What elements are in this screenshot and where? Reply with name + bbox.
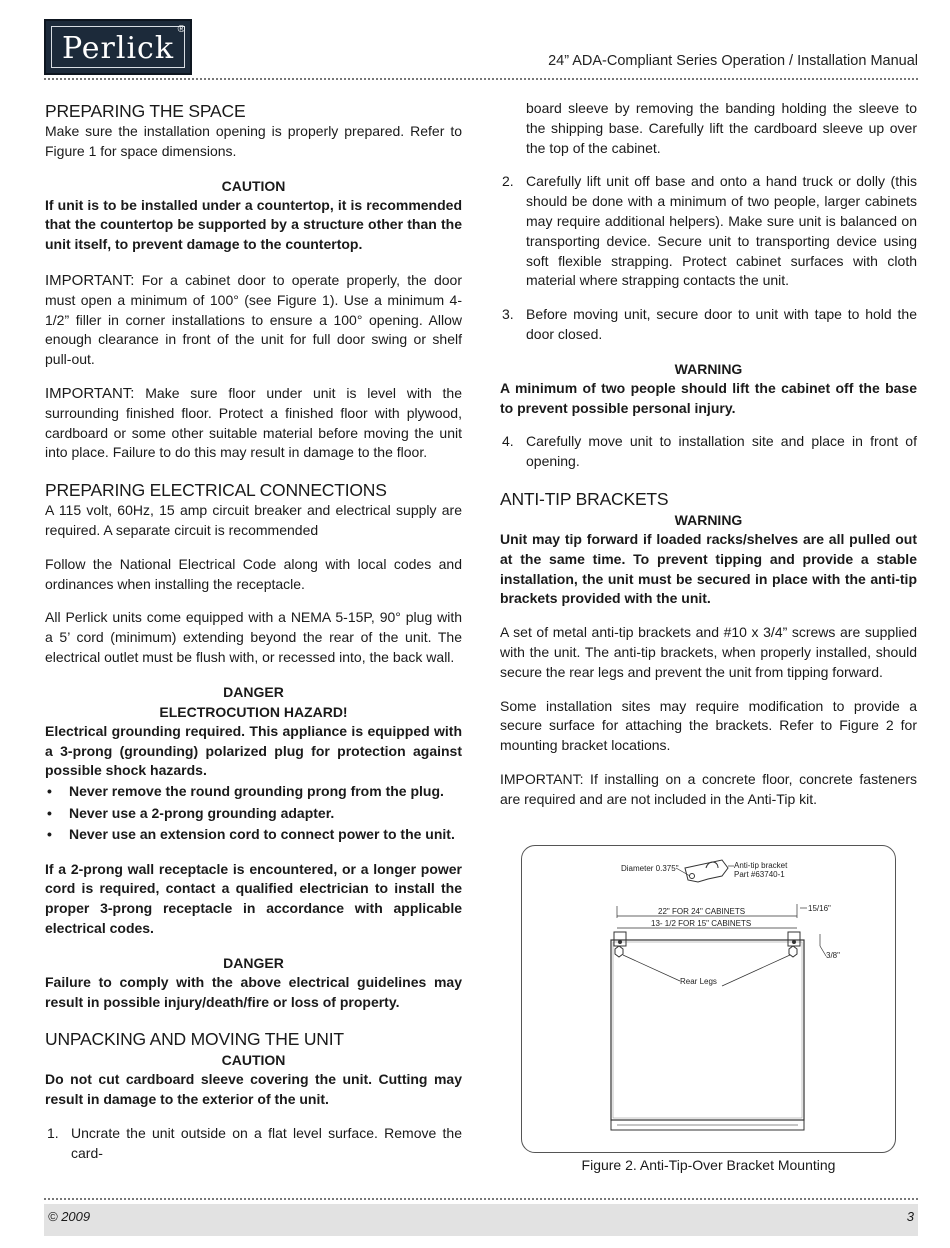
list-item: • Never remove the round grounding prong from the plug.	[45, 781, 462, 803]
figure-caption: Figure 2. Anti-Tip-Over Bracket Mounting	[581, 1157, 836, 1173]
right-screw	[792, 940, 796, 944]
cabinet-outline	[611, 940, 804, 1120]
important-label: IMPORTANT:	[45, 271, 135, 289]
sleeve-caution-text: Do not cut cardboard sleeve covering the unit. Cutting may result in damage to the exterior of the unit.	[45, 1071, 462, 1108]
rear-legs-label: Rear Legs	[680, 977, 717, 986]
dim-22-label: 22" FOR 24" CABINETS	[658, 907, 746, 916]
caution-text: If unit is to be installed under a countertop, it is recommended that the countertop be supported by a structure other than the unit itself, to prevent damage to the countertop.	[45, 196, 462, 253]
step-1-text: Uncrate the unit outside on a flat level surface. Remove the card-	[71, 1125, 462, 1161]
bracket-label-1: Anti-tip bracket	[734, 861, 788, 870]
step-2-text: Carefully lift unit off base and onto a hand truck or dolly (this should be done with a minimum of two people, larger cabinets may require additional helpers). Make sure unit is balanced on transporting device. Secure unit to transporting device using soft flexible strapping. Protect cabinet surfaces with cloth material where strapping contacts the unit.	[526, 173, 917, 289]
site-modification-text: Some installation sites may require modification to provide a secure surface for attaching the brackets. Refer to Figure 2 for mounting bracket locations.	[500, 697, 917, 754]
left-column	[45, 100, 462, 1164]
danger-label-2: DANGER	[223, 954, 284, 971]
step-number: 3.	[502, 306, 514, 323]
step-2	[500, 172, 917, 291]
rear-legs-leader-right	[722, 955, 790, 986]
heading-anti-tip: ANTI-TIP BRACKETS	[500, 488, 669, 509]
bracket-hole	[690, 874, 695, 879]
rear-legs-leader-left	[623, 955, 680, 981]
grounding-danger-text: Electrical grounding required. This appliance is equipped with a 3-prong (grounding) polarized plug for protection against possible shock hazards.	[45, 722, 462, 779]
lift-warning-text: A minimum of two people should lift the cabinet off the base to prevent possible personal injury.	[500, 379, 917, 416]
heading-preparing-space: PREPARING THE SPACE	[45, 101, 246, 121]
step-4	[500, 432, 917, 472]
list-item: • Never use an extension cord to connect power to the unit.	[45, 824, 462, 846]
bracket-diagram	[522, 846, 897, 1154]
electrocution-hazard-label: ELECTROCUTION HAZARD!	[159, 703, 348, 720]
important-door-text: For a cabinet door to operate properly, the door must open a minimum of 100° (see Figure 1). Use a minimum 4-1/2” filler in corner installations to ensure a 100° opening. Allow enough clearance in front of the unit for full door swing or shelf pull-out.	[45, 271, 462, 368]
important-floor-paragraph	[45, 384, 462, 463]
bullet-glyph: •	[47, 826, 52, 843]
electrical-supply-text: A 115 volt, 60Hz, 15 amp circuit breaker and electrical supply are required. A separate circuit is recommended	[45, 502, 462, 538]
step-4-text: Carefully move unit to installation site and place in front of opening.	[526, 433, 917, 470]
dim-15-16-label: 15/16"	[808, 904, 831, 913]
concrete-floor-text: IMPORTANT: If installing on a concrete floor, concrete fasteners are required and are not included in the Anti-Tip kit.	[500, 770, 917, 807]
dim-3-8-label: 3/8"	[826, 951, 840, 960]
footer-divider	[44, 1198, 918, 1200]
copyright: © 2009	[48, 1209, 91, 1224]
bullet-glyph: •	[47, 804, 52, 821]
bracket-supply-text: A set of metal anti-tip brackets and #10 x 3/4” screws are supplied with the unit. The anti-tip brackets, when properly installed, should secure the rear legs and prevent the unit from tipping forward.	[500, 624, 917, 680]
step-1-continued: board sleeve by removing the banding holding the sleeve to the shipping base. Carefully lift the cardboard sleeve up over the top of the cabinet.	[526, 100, 917, 156]
step-number: 4.	[502, 433, 514, 450]
important-floor-text: Make sure floor under unit is level with the surrounding finished floor. Protect a finished floor with plywood, cardboard or some other suitable material before moving the unit into place. Failure to do this may result in damage to the floor.	[45, 384, 462, 461]
page-footer	[44, 1204, 918, 1236]
step-3	[500, 305, 917, 345]
logo-text: Perlick	[61, 31, 175, 66]
caution-label-2: CAUTION	[221, 1052, 286, 1069]
bullet-glyph: •	[47, 783, 52, 800]
danger-consequence-text: Failure to comply with the above electrical guidelines may result in possible injury/death/fire or loss of property.	[45, 973, 462, 1010]
electrical-code-text: Follow the National Electrical Code along with local codes and ordinances when installing the receptacle.	[45, 555, 462, 592]
step-number: 1.	[47, 1125, 59, 1141]
important-door-paragraph	[45, 271, 462, 370]
important-label: IMPORTANT:	[45, 384, 135, 402]
perlick-logo	[44, 19, 192, 75]
manual-title: 24” ADA-Compliant Series Operation / Installation Manual	[548, 53, 918, 69]
step-number: 2.	[502, 173, 514, 190]
bracket-label-2: Part #63740-1	[734, 870, 785, 879]
left-rear-leg	[615, 946, 623, 957]
header-divider	[44, 78, 918, 80]
preparing-space-intro: Make sure the installation opening is properly prepared. Refer to Figure 1 for space dimensions.	[45, 123, 462, 159]
dim-13-label: 13- 1/2 FOR 15" CABINETS	[651, 919, 752, 928]
step-1	[45, 1124, 462, 1164]
caution-label: CAUTION	[221, 177, 286, 194]
page-number: 3	[906, 1209, 914, 1224]
right-rear-leg	[789, 946, 797, 957]
right-column	[500, 99, 917, 810]
tip-warning-text: Unit may tip forward if loaded racks/shelves are all pulled out at the same time. To prevent tipping and provide a stable installation, the unit must be secured in place with the anti-tip brackets provided with the unit.	[500, 530, 917, 607]
warning-label-2: WARNING	[674, 511, 743, 528]
electrical-plug-text: All Perlick units come equipped with a NEMA 5-15P, 90° plug with a 5’ cord (minimum) extending beyond the rear of the unit. The electrical outlet must be flush with, or recessed into, the back wall.	[45, 609, 462, 665]
electrical-safety-list	[45, 781, 462, 846]
left-screw	[618, 940, 622, 944]
heading-unpacking: UNPACKING AND MOVING THE UNIT	[45, 1029, 344, 1050]
receptacle-warning-text: If a 2-prong wall receptacle is encountered, or a longer power cord is required, contact a qualified electrician to install the proper 3-prong receptacle in accordance with applicable electrical codes.	[45, 860, 462, 937]
registered-mark: ®	[177, 24, 185, 35]
heading-electrical: PREPARING ELECTRICAL CONNECTIONS	[45, 480, 387, 501]
warning-label: WARNING	[674, 360, 743, 377]
cabinet-inner	[613, 942, 802, 1118]
diameter-label: Diameter 0.375"	[621, 864, 679, 873]
list-item: • Never use a 2-prong grounding adapter.	[45, 803, 462, 825]
figure-anti-tip-bracket	[521, 845, 896, 1153]
step-3-text: Before moving unit, secure door to unit with tape to hold the door closed.	[526, 306, 917, 342]
danger-label: DANGER	[223, 683, 284, 700]
